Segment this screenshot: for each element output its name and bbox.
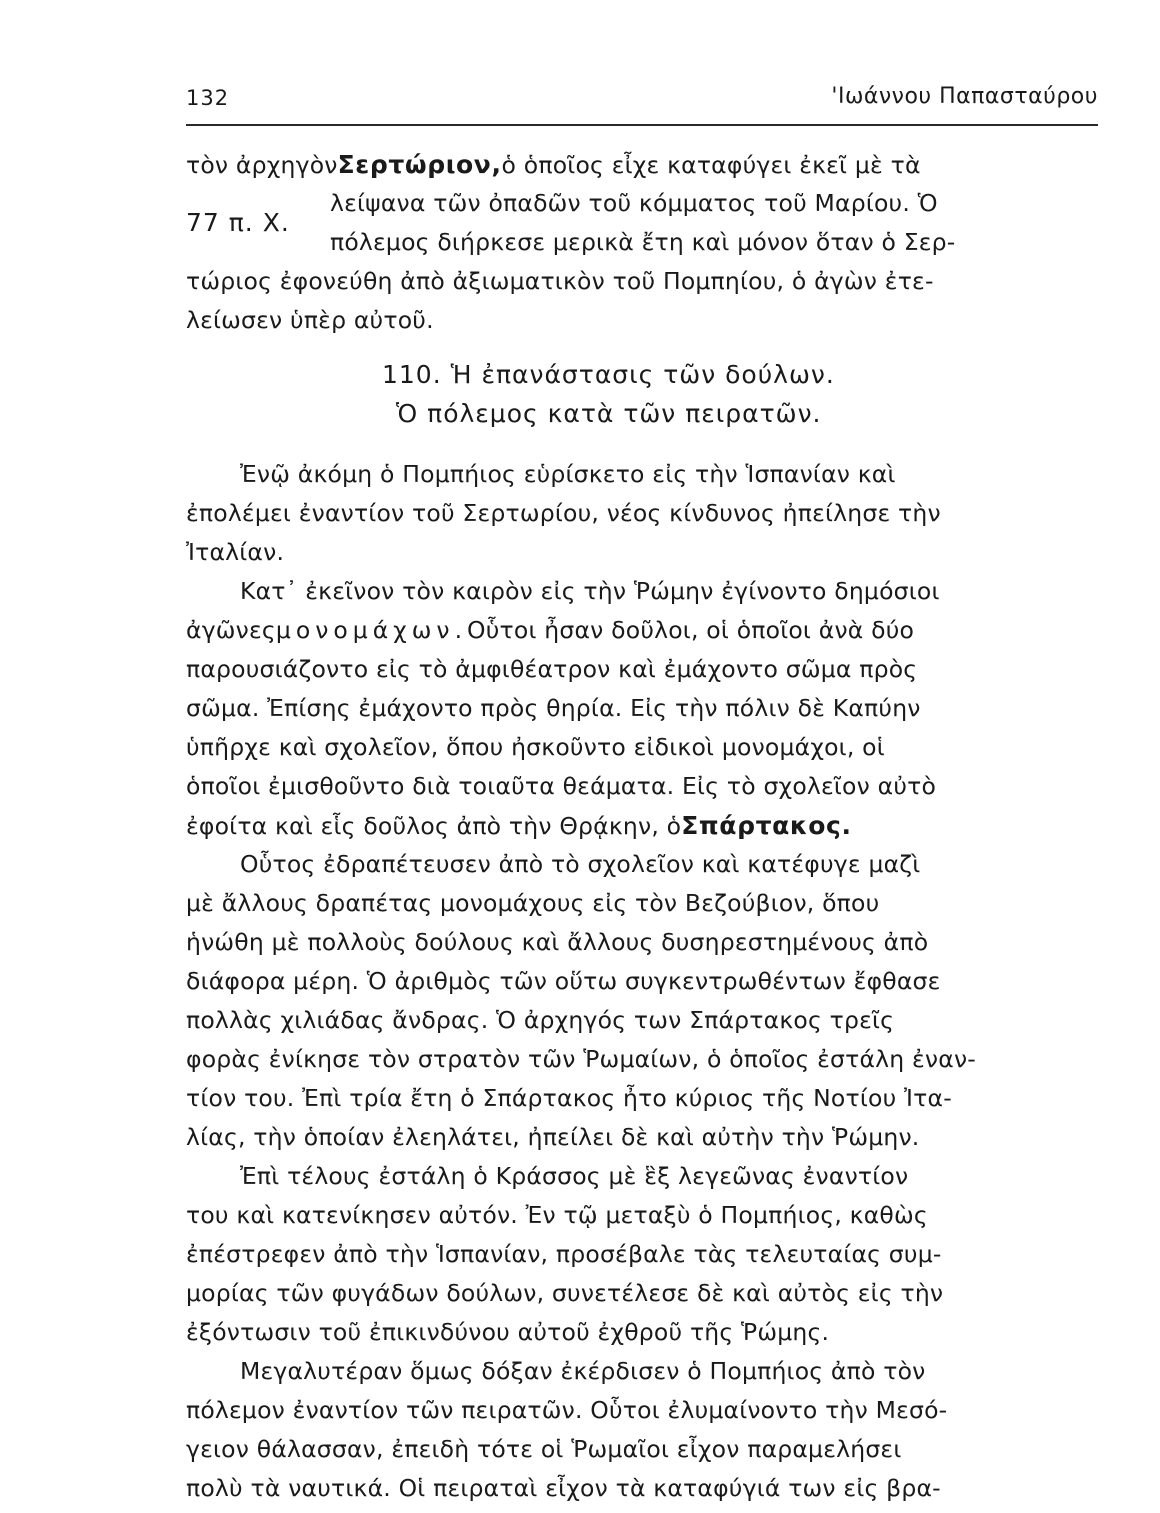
- text-line: πολλὰς χιλιάδας ἄνδρας. Ὁ ἀρχηγός των Σπάρτακος τρεῖς: [186, 1006, 895, 1034]
- wrapped-lines: [330, 189, 1098, 267]
- text-line: γειον θάλασσαν, ἐπειδὴ τότε οἱ Ῥωμαῖοι εἶχον παραμελήσει: [186, 1435, 902, 1463]
- text-line: παρουσιάζοντο εἰς τὸ ἀμφιθέατρον καὶ ἐμάχοντο σῶμα πρὸς: [186, 655, 918, 683]
- bold-name-spartacus: Σπάρτακος.: [681, 811, 852, 840]
- text-line: Κατ᾿ ἐκεῖνον τὸν καιρὸν εἰς τὴν Ῥώμην ἐγίνοντο δημόσιοι: [240, 577, 940, 605]
- body-text: [186, 460, 1098, 1513]
- text-line: ὁποῖοι ἐμισθοῦντο διὰ τοιαῦτα θεάματα. Εἰς τὸ σχολεῖον αὐτὸ: [186, 772, 937, 800]
- text-line: Οὗτος ἐδραπέτευσεν ἀπὸ τὸ σχολεῖον καὶ κατέφυγε μαζὶ: [240, 850, 921, 878]
- page-header: [186, 84, 1098, 126]
- text-line: Ἰταλίαν.: [186, 538, 285, 566]
- page-number: 132: [186, 86, 230, 110]
- running-title: 'Ιωάννου Παπασταύρου: [831, 84, 1098, 109]
- text-line: Ἐπὶ τέλους ἐστάλη ὁ Κράσσος μὲ ἓξ λεγεῶνας ἐναντίον: [240, 1162, 909, 1190]
- spaced-word: μονομάχων.: [275, 616, 468, 644]
- intro-rest: [186, 267, 1098, 345]
- text-line: λείψανα τῶν ὀπαδῶν τοῦ κόμματος τοῦ Μαρίου. Ὁ: [330, 189, 938, 217]
- section-title-line-1: 110. Ἡ ἐπανάστασις τῶν δούλων.: [382, 360, 835, 389]
- text-line: φορὰς ἐνίκησε τὸν στρατὸν τῶν Ῥωμαίων, ὁ ὁποῖος ἐστάλη ἐναν-: [186, 1045, 976, 1073]
- text-line: Ἐνῷ ἀκόμη ὁ Πομπήιος εὑρίσκετο εἰς τὴν Ἱσπανίαν καὶ: [240, 460, 896, 488]
- text-line: ἐπολέμει ἐναντίον τοῦ Σερτωρίου, νέος κίνδυνος ἠπείλησε τὴν: [186, 499, 941, 527]
- margin-date-note: 77 π. Χ.: [186, 208, 290, 237]
- text-line: πόλεμος διήρκεσε μερικὰ ἔτη καὶ μόνον ὅταν ὁ Σερ-: [330, 228, 956, 256]
- text-line: τίον του. Ἐπὶ τρία ἔτη ὁ Σπάρτακος ἦτο κύριος τῆς Νοτίου Ἰτα-: [186, 1084, 952, 1112]
- text-line: ἐφοίτα καὶ εἷς δοῦλος ἀπὸ τὴν Θρᾴκην, ὁ Σπάρτακος.: [186, 811, 852, 840]
- text-line: ἡνώθη μὲ πολλοὺς δούλους καὶ ἄλλους δυσηρεστημένους ἀπὸ: [186, 928, 929, 956]
- text-line: μὲ ἄλλους δραπέτας μονομάχους εἰς τὸν Βεζούβιον, ὅπου: [186, 889, 880, 917]
- text-line: σῶμα. Ἐπίσης ἐμάχοντο πρὸς θηρία. Εἰς τὴν πόλιν δὲ Καπύην: [186, 694, 921, 722]
- text-line: λείωσεν ὑπὲρ αὐτοῦ.: [186, 306, 434, 334]
- text-line: πολὺ τὰ ναυτικά. Οἱ πειραταὶ εἶχον τὰ καταφύγιά των εἰς βρα-: [186, 1474, 941, 1502]
- text-line: του καὶ κατενίκησεν αὐτόν. Ἐν τῷ μεταξὺ ὁ Πομπήιος, καθὼς: [186, 1201, 928, 1229]
- text-line: λίας, τὴν ὁποίαν ἐλεηλάτει, ἠπείλει δὲ καὶ αὐτὴν τὴν Ῥώμην.: [186, 1123, 920, 1151]
- text-line: πόλεμον ἐναντίον τῶν πειρατῶν. Οὗτοι ἐλυμαίνοντο τὴν Μεσό-: [186, 1396, 948, 1424]
- text-line: τὸν ἀρχηγὸν Σερτώριον, ὁ ὁποῖος εἶχε καταφύγει ἐκεῖ μὲ τὰ: [186, 150, 921, 179]
- text-line: ἐπέστρεφεν ἀπὸ τὴν Ἱσπανίαν, προσέβαλε τὰς τελευταίας συμ-: [186, 1240, 942, 1268]
- text-line: ἀγῶνες μονομάχων. Οὗτοι ἦσαν δοῦλοι, οἱ ὁποῖοι ἀνὰ δύο: [186, 616, 915, 644]
- text-line: τώριος ἐφονεύθη ἀπὸ ἀξιωματικὸν τοῦ Πομπηίου, ὁ ἀγὼν ἐτε-: [186, 267, 934, 295]
- text-line: διάφορα μέρη. Ὁ ἀριθμὸς τῶν οὕτω συγκεντρωθέντων ἔφθασε: [186, 967, 941, 995]
- text-line: ἐξόντωσιν τοῦ ἐπικινδύνου αὐτοῦ ἐχθροῦ τῆς Ῥώμης.: [186, 1318, 830, 1346]
- bold-name-sertorius: Σερτώριον,: [337, 150, 502, 179]
- text-line: μορίας τῶν φυγάδων δούλων, συνετέλεσε δὲ καὶ αὐτὸς εἰς τὴν: [186, 1279, 944, 1307]
- text-line: Μεγαλυτέραν ὅμως δόξαν ἐκέρδισεν ὁ Πομπήιος ἀπὸ τὸν: [240, 1357, 926, 1385]
- text-line: ὑπῆρχε καὶ σχολεῖον, ὅπου ἠσκοῦντο εἰδικοὶ μονομάχοι, οἱ: [186, 733, 885, 761]
- section-title-line-2: Ὁ πόλεμος κατὰ τῶν πειρατῶν.: [396, 399, 822, 428]
- intro-first-line: [186, 150, 1098, 189]
